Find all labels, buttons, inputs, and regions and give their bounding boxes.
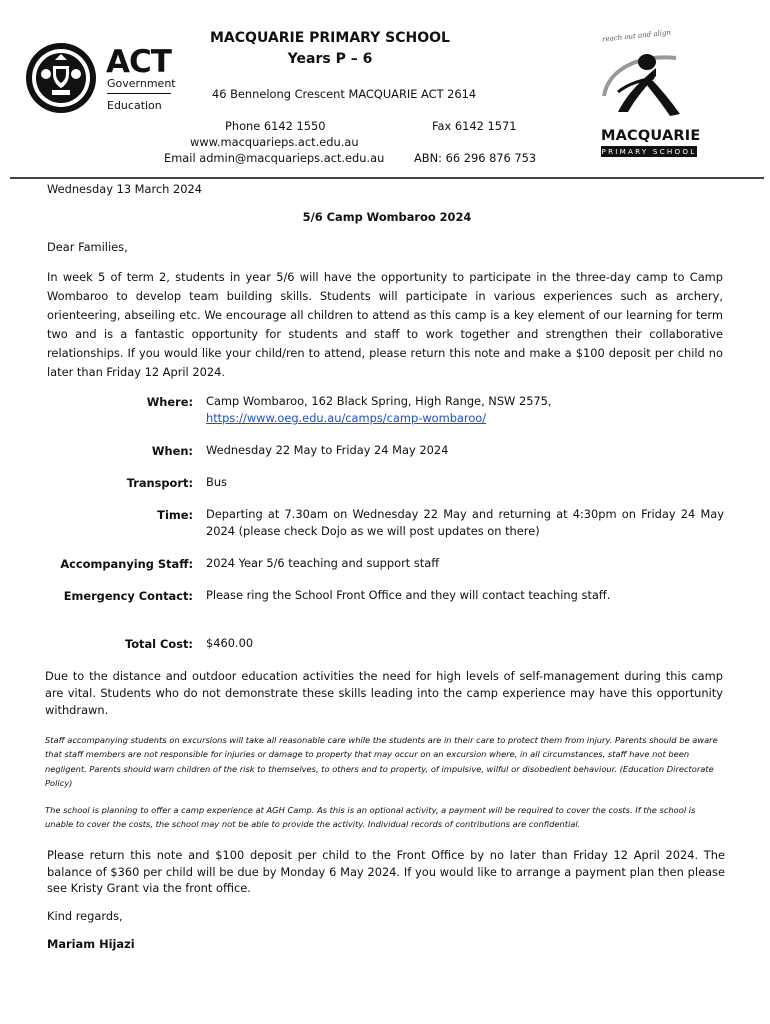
school-logo-name: MACQUARIE — [601, 128, 701, 144]
signature-name: Mariam Hijazi — [47, 937, 135, 951]
cost-label: Total Cost: — [124, 637, 193, 651]
disclaimer-payment: The school is planning to offer a camp experience at AGH Camp. As this is an optional activity, a payment will be required to cover the costs. If the school is unable to cover the costs, the school may not be able to provide the activity. Individual records of contributions are confidential. — [45, 805, 696, 830]
act-wordmark: ACT — [106, 44, 171, 80]
time-label: Time: — [157, 508, 193, 522]
macquarie-school-logo — [598, 28, 702, 158]
time-value: Departing at 7.30am on Wednesday 22 May and returning at 4:30pm on Friday 24 May 2024 (please check Dojo as we will post updates on there) — [206, 507, 724, 538]
act-education-text: Education — [107, 99, 162, 112]
cost-value: $460.00 — [206, 636, 254, 650]
intro-paragraph: In week 5 of term 2, students in year 5/6 will have the opportunity to participate in the three-day camp to Camp Wombaroo to develop team building skills. Students will participate in various experiences such as archery, orienteering, abseiling etc. We encourage all children to attend as this camp is a key element of our learning for term two and is a fantastic opportunity for students and staff to work together and strengthen their collaborative relationships. If you would like your child/ren to attend, please return this note and make a $100 deposit per child no later than Friday 12 April 2024. — [47, 270, 723, 379]
school-years: Years P – 6 — [287, 51, 373, 67]
transport-label: Transport: — [126, 476, 193, 490]
emergency-label: Emergency Contact: — [63, 589, 193, 603]
self-management-paragraph: Due to the distance and outdoor education activities the need for high levels of self-management during this camp are vital. Students who do not demonstrate these skills leading into the camp experience may have this opportunity withdrawn. — [45, 669, 723, 717]
school-motto: reach out and align — [601, 28, 672, 44]
school-phone: Phone 6142 1550 — [225, 119, 326, 133]
closing: Kind regards, — [47, 909, 123, 923]
transport-value: Bus — [206, 475, 227, 489]
figure-icon — [598, 40, 702, 140]
school-email: Email admin@macquarieps.act.edu.au — [164, 151, 385, 165]
emergency-value: Please ring the School Front Office and they will contact teaching staff. — [206, 588, 611, 602]
school-name: MACQUARIE PRIMARY SCHOOL — [210, 30, 450, 46]
staff-value: 2024 Year 5/6 teaching and support staff — [206, 556, 440, 570]
where-address: Camp Wombaroo, 162 Black Spring, High Range, NSW 2575, — [206, 394, 552, 408]
staff-label: Accompanying Staff: — [60, 557, 193, 571]
school-logo-subtitle: PRIMARY SCHOOL — [601, 147, 697, 156]
act-divider — [107, 93, 171, 94]
where-value — [206, 393, 724, 427]
return-paragraph: Please return this note and $100 deposit per child to the Front Office by no later than Friday 12 April 2024. The balance of $360 per child will be due by Monday 6 May 2024. If you would like to arrange a payment plan then please see Kristy Grant via the front office. — [47, 848, 725, 895]
school-abn: ABN: 66 296 876 753 — [414, 151, 537, 165]
letter-title: 5/6 Camp Wombaroo 2024 — [302, 210, 472, 224]
where-label: Where: — [146, 395, 193, 409]
disclaimer-excursion: Staff accompanying students on excursions will take all reasonable care while the students are in their care to protect them from injury. Parents should be aware that staff members are not responsible for injuries or damage to property that may occur on an excursion where, in all circumstances, staff have not been negligent. Parents should warn children of the risk to themselves, to others and to property, of impulsive, wilful or disobedient behaviour. (Education Directorate Policy) — [45, 735, 718, 788]
letter-date: Wednesday 13 March 2024 — [47, 182, 203, 196]
act-government-text: Government — [107, 77, 176, 90]
when-value: Wednesday 22 May to Friday 24 May 2024 — [206, 443, 449, 457]
salutation: Dear Families, — [47, 240, 128, 254]
when-label: When: — [151, 444, 193, 458]
school-website: www.macquarieps.act.edu.au — [190, 135, 359, 149]
header-divider — [10, 177, 764, 179]
school-fax: Fax 6142 1571 — [432, 119, 517, 133]
school-address: 46 Bennelong Crescent MACQUARIE ACT 2614 — [212, 87, 477, 101]
camp-website-link[interactable]: https://www.oeg.edu.au/camps/camp-wombaroo/ — [206, 411, 487, 425]
act-government-logo — [22, 44, 177, 116]
act-crest-icon — [22, 38, 100, 116]
